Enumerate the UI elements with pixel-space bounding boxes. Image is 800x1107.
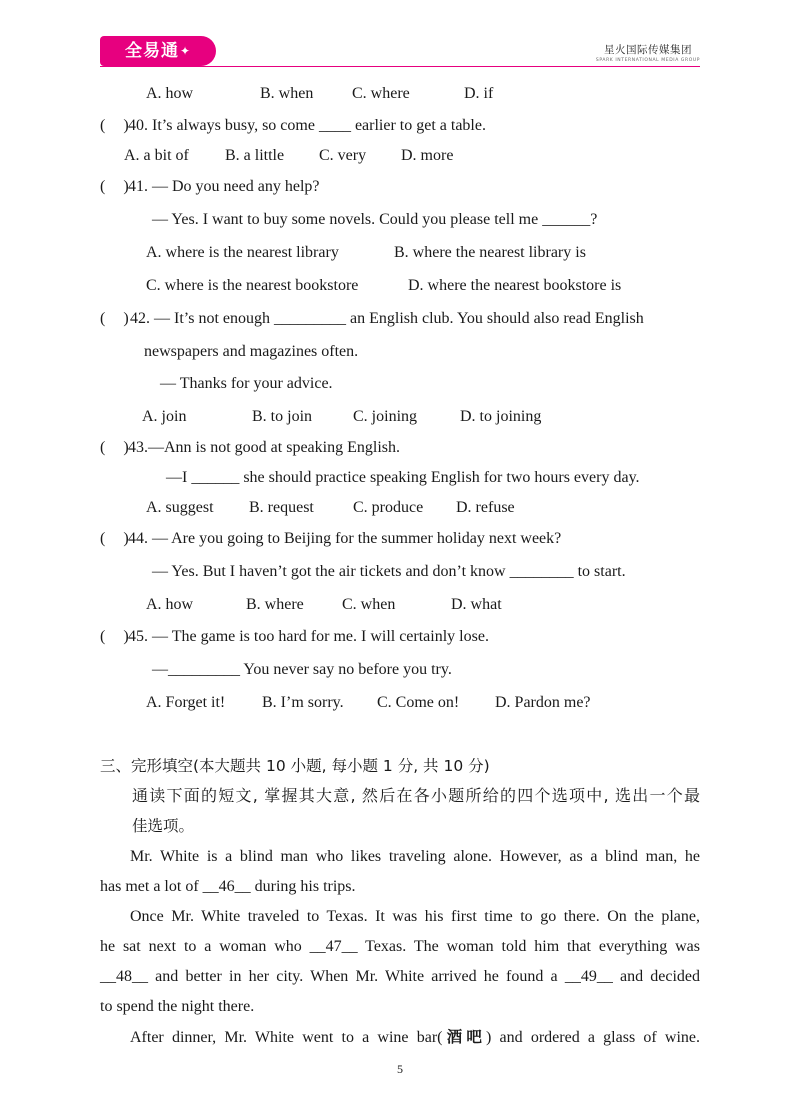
q45-option-a: A. Forget it! bbox=[146, 694, 226, 711]
q45-response: —_________ You never say no before you try. bbox=[152, 661, 452, 678]
q40-option-c: C. very bbox=[319, 147, 367, 164]
q41-option-d: D. where the nearest bookstore is bbox=[408, 277, 622, 294]
q44-blank: ________ bbox=[509, 563, 574, 580]
q44-option-c: C. when bbox=[342, 596, 396, 613]
q42-answer-paren: ( ) bbox=[100, 310, 129, 327]
page-number: 5 bbox=[397, 1062, 403, 1076]
q43-stem: 43.—Ann is not good at speaking English. bbox=[128, 439, 400, 456]
passage-p2-line4: to spend the night there. bbox=[100, 998, 255, 1015]
q40-stem: 40. It’s always busy, so come ____ earlier to get a table. bbox=[128, 117, 486, 134]
q44-response: — Yes. But I haven’t got the air tickets and don’t know ________ to start. bbox=[152, 563, 626, 580]
q44-option-b: B. where bbox=[246, 596, 304, 613]
q42-option-d: D. to joining bbox=[460, 408, 542, 425]
q40-blank: ____ bbox=[318, 117, 351, 134]
q44-option-d: D. what bbox=[451, 596, 502, 613]
brand-name: 星火国际传媒集团 bbox=[604, 44, 692, 56]
q45-option-c: C. Come on! bbox=[377, 694, 460, 711]
q40-option-a: A. a bit of bbox=[124, 147, 189, 164]
q43-option-b: B. request bbox=[249, 499, 314, 516]
q42-option-a: A. join bbox=[142, 408, 187, 425]
section-title: 三、完形填空(本大题共 10 小题, 每小题 1 分, 共 10 分) bbox=[100, 757, 490, 775]
passage-p1-line2: has met a lot of __46__ during his trips. bbox=[100, 878, 356, 895]
passage-p2-line1: Once Mr. White traveled to Texas. It was his first time to go there. On the plane, bbox=[130, 908, 700, 925]
blank-49: __49__ bbox=[564, 968, 613, 985]
publisher-logo bbox=[100, 36, 216, 66]
q39-option-d: D. if bbox=[464, 85, 494, 102]
section-instructions-line1: 通读下面的短文, 掌握其大意, 然后在各小题所给的四个选项中, 选出一个最 bbox=[132, 786, 700, 805]
header-rule bbox=[100, 66, 700, 67]
q43-option-a: A. suggest bbox=[146, 499, 214, 516]
q42-option-b: B. to join bbox=[252, 408, 313, 425]
q43-option-d: D. refuse bbox=[456, 499, 515, 516]
q40-option-b: B. a little bbox=[225, 147, 285, 164]
passage-p3-line1: After dinner, Mr. White went to a wine bar(酒吧) and ordered a glass of wine. bbox=[130, 1028, 700, 1046]
q44-stem: 44. — Are you going to Beijing for the summer holiday next week? bbox=[128, 530, 562, 547]
q43-answer-paren: ( ) bbox=[100, 439, 129, 456]
q41-option-c: C. where is the nearest bookstore bbox=[146, 277, 359, 294]
q39-option-c: C. where bbox=[352, 85, 410, 102]
q42-blank: _________ bbox=[274, 310, 346, 327]
q42-stem: 42. — It’s not enough _________ an English club. You should also read English bbox=[130, 310, 644, 327]
brand-subtitle: SPARK INTERNATIONAL MEDIA GROUP bbox=[595, 58, 701, 63]
blank-46: __46__ bbox=[202, 878, 251, 895]
q41-response: — Yes. I want to buy some novels. Could you please tell me ______? bbox=[152, 211, 598, 228]
q39-option-a: A. how bbox=[146, 85, 194, 102]
q43-option-c: C. produce bbox=[353, 499, 424, 516]
blank-47: __47__ bbox=[309, 938, 358, 955]
logo-text: 全易通 bbox=[124, 41, 179, 61]
q43-blank: ______ bbox=[191, 469, 240, 486]
passage-p1-line1: Mr. White is a blind man who likes traveling alone. However, as a blind man, he bbox=[130, 848, 700, 865]
q39-option-b: B. when bbox=[260, 85, 314, 102]
q40-option-d: D. more bbox=[401, 147, 454, 164]
q41-option-a: A. where is the nearest library bbox=[146, 244, 339, 261]
q42-stem-cont: newspapers and magazines often. bbox=[144, 343, 359, 360]
q45-option-d: D. Pardon me? bbox=[495, 694, 591, 711]
q44-answer-paren: ( ) bbox=[100, 530, 129, 547]
q45-option-b: B. I’m sorry. bbox=[262, 694, 344, 711]
q41-stem: 41. — Do you need any help? bbox=[128, 178, 320, 195]
q43-response: —I ______ she should practice speaking English for two hours every day. bbox=[166, 469, 640, 486]
q45-stem: 45. — The game is too hard for me. I will certainly lose. bbox=[128, 628, 489, 645]
q45-answer-paren: ( ) bbox=[100, 628, 129, 645]
q41-answer-paren: ( ) bbox=[100, 178, 129, 195]
logo-star-icon: ✦ bbox=[179, 44, 192, 58]
q42-response: — Thanks for your advice. bbox=[160, 375, 333, 392]
brand-block bbox=[588, 42, 708, 63]
passage-p2-line3: __48__ and better in her city. When Mr. White arrived he found a __49__ and decided bbox=[100, 968, 701, 985]
q41-option-b: B. where the nearest library is bbox=[394, 244, 586, 261]
q42-option-c: C. joining bbox=[353, 408, 418, 425]
q45-blank: _________ bbox=[168, 661, 240, 678]
blank-48: __48__ bbox=[100, 968, 148, 985]
q41-blank: ______ bbox=[542, 211, 591, 228]
section-instructions-line2: 佳选项。 bbox=[132, 817, 195, 835]
q44-option-a: A. how bbox=[146, 596, 194, 613]
passage-p2-line2: he sat next to a woman who __47__ Texas. The woman told him that everything was bbox=[100, 938, 701, 955]
chinese-gloss: 酒吧 bbox=[442, 1028, 487, 1046]
q40-answer-paren: ( ) bbox=[100, 117, 129, 134]
